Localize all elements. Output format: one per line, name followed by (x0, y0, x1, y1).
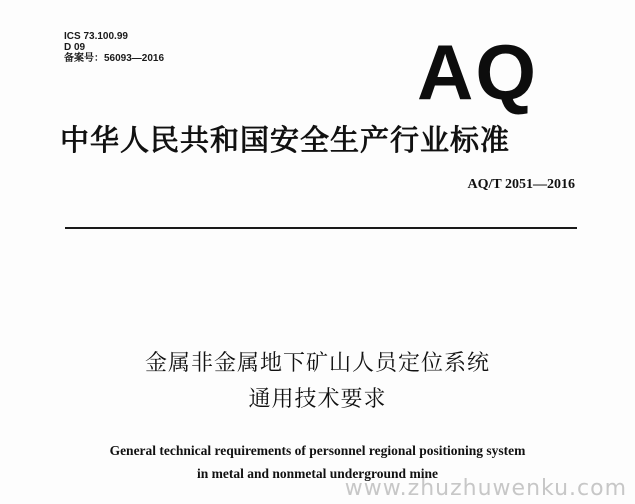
standard-category-title: 中华人民共和国安全生产行业标准 (60, 123, 511, 157)
category-code: D 09 (64, 42, 86, 53)
classification-block (64, 31, 164, 64)
filing-number: 备案号：56093—2016 (64, 53, 165, 64)
standard-logo: AQ (417, 28, 538, 116)
document-title-cn-line-1: 金属非金属地下矿山人员定位系统 (144, 351, 490, 376)
document-title-cn-line-2: 通用技术要求 (248, 387, 387, 412)
site-watermark: www.zhuzhuwenku.com (344, 476, 627, 501)
ics-code: ICS 73.100.99 (64, 31, 128, 42)
document-title-en-line-2: in metal and nonmetal underground mine (197, 466, 438, 481)
document-title-en-line-1: General technical requirements of personnel regional positioning system (109, 443, 526, 458)
header-divider (65, 227, 577, 229)
standard-number: AQ/T 2051—2016 (467, 177, 575, 192)
